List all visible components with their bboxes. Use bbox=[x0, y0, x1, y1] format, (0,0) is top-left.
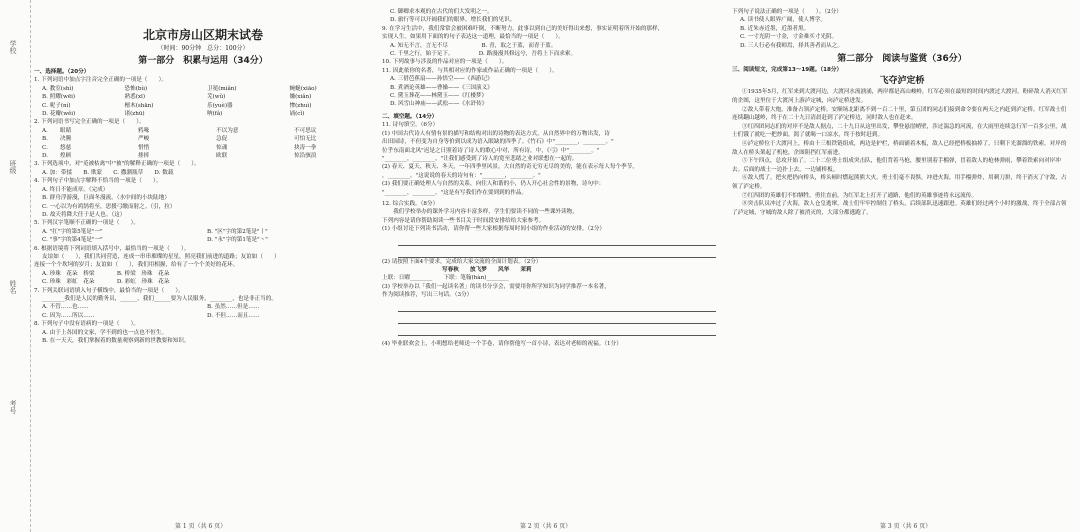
question-text: 作为阅读推荐，写出三句话。（3分） bbox=[382, 292, 473, 299]
question-text: (3) 学校举办以「我们一起读名著」的读书分享会，需要用你所学知识为同学推荐一本名著， bbox=[382, 283, 610, 290]
binding-label-name: 姓名 bbox=[9, 280, 17, 294]
question-stem: 4. 下列句子中加点字解释不恰当的一项是（ ）。 bbox=[34, 178, 162, 185]
question-stem: 10. 下列故事与涉及的作品对应的一项是（ ）。 bbox=[382, 59, 508, 66]
page-2 bbox=[382, 8, 722, 518]
option-row: C. 悠慈 惜惜 惊魂 抉涛一拳 bbox=[42, 144, 317, 151]
section-heading: 二、填空题。（14分） bbox=[382, 113, 438, 120]
option-row: B. 决腾 严峻 急促 可怕无比 bbox=[42, 136, 317, 143]
question-text: (1) 中国古代诗人有情有景的描写和结构对出的诗物的表达方式，从自然界中的万物出发，诗 bbox=[382, 130, 610, 137]
question-text: ，________。"这说说的春天的诗句有："________，________。" bbox=[382, 172, 541, 179]
passage-paragraph: ⑧突击队员冲过了火海，敌人仓皇逃窜，战士们牢牢控制住了桥头，后续部队迅速跟进。英雄们经过两个小时的激战，终于全部占领了泸定城，守城的敌人除了被消灭的，大部分都逃跑了。 bbox=[732, 201, 1067, 216]
option-line: C. 御卿求本观的在古代的们大发明之一。 bbox=[390, 9, 493, 15]
option-row: D. 煌顾 排摔 欧联 惊沿骇浪 bbox=[42, 153, 317, 160]
answer-line[interactable] bbox=[398, 234, 716, 246]
question-stem: 11. 诗句填空。（6分） bbox=[382, 122, 439, 129]
couplet-line: 上联：日曜________ 下联：笔翰(hàn)________ bbox=[382, 275, 509, 282]
answer-line[interactable] bbox=[398, 312, 716, 324]
option-row: A. 眼睛 鸦喙 不以为意 不可思议 bbox=[42, 127, 317, 134]
question-text: 实现人生。如果用下面的的句子表达这一道理，最恰当的一项是（ ）。 bbox=[382, 34, 564, 41]
answer-line[interactable] bbox=[398, 246, 716, 258]
page-3 bbox=[732, 8, 1072, 518]
option-line: D. 风雪山神庙——武松——《水浒传》 bbox=[390, 101, 488, 108]
option-line: A. 知无不言，言无不尽 B. 青，取之于蓝，而青于蓝。 bbox=[390, 42, 557, 49]
option-row: C. 珍珠 彩虹 花朵 D. 彩虹 珍珠 花朵 bbox=[42, 279, 170, 286]
option-row: C. 呢子(ní) 檀木(shān) 乐(yuè)器 惨(zhuì) bbox=[42, 102, 312, 109]
question-text: (2) 春天、夏天、秋天、冬天，一年四季里风景，大自然的奇无穷无尽的美的，能在表示每人每个季节， bbox=[382, 164, 638, 171]
option-line: B. 近朱赤近墨，近墨者黑。 bbox=[740, 25, 810, 32]
question-stem: 8. 下列句子中没有语病的一项是（ ）。 bbox=[34, 321, 140, 328]
option-row: A. 不管……也…… B. 虽然……但是…… bbox=[42, 304, 260, 311]
passage-title: 飞夺泸定桥 bbox=[879, 76, 925, 87]
binding-margin bbox=[0, 0, 31, 532]
passage-paragraph: ⑤下午四点，总攻开始了。二十二位勇士组成突击队，他们背着马枪，腰里别着手榴弹，冒着敌人的枪林弹雨，攀着铁索向对岸冲去。后面的战士一边扑上去，一边铺桥板。 bbox=[732, 158, 1061, 173]
question-text: "________，________。"这是有写我们作在要到到的作品。 bbox=[382, 189, 527, 196]
question-stem: 9. 在学习生活中，我们常常会被困难吓倒，不断努力，此事以到自己的美好得出来想，事实证明着所开始的那样， bbox=[382, 25, 664, 32]
option-line: C. 一寸光阴一寸金，寸金难买寸光阴。 bbox=[740, 34, 838, 41]
question-stem: 5. 下列汉字笔顺不正确的一项是（ ）。 bbox=[34, 220, 140, 227]
exam-title: 北京市房山区期末试卷 bbox=[142, 28, 263, 42]
question-stem: 3. 下列选项中，对"觅被枯禽"中"被"的解释正确的一项是（ ）。 bbox=[34, 161, 200, 168]
question-text: 出田园诗，不但变为自身等价到以成为语入眼缺的四季了。《竹石》中"________，________。" bbox=[382, 139, 614, 146]
option-line: C. 千里之行，始于足下。 D. 路漫漫其修远兮，吾将上下而求索。 bbox=[390, 51, 577, 58]
passage-paragraph: ⑥敌人慌了，把火把扔向桥头，桥头顿时燃起熊熊大火。勇士们毫不畏惧，冲进火海，用手榴弹炸，用刺刀拼，终于消灭了守敌，占领了泸定桥。 bbox=[732, 175, 1067, 190]
passage-paragraph: ②敌人带着大炮，准备占领泸定桥。安顺场北距离不到一百二十里，第五团的同志们接到命令要在两天之内赶到泸定桥。红军战士们连续翻山越岭，终于在二十九日清晨赶到了泸定桥边，同时敌人也在赶来。 bbox=[732, 106, 1067, 122]
page-1 bbox=[34, 8, 372, 518]
passage-paragraph: ⑦红四团的英雄们不怕牺牲，勇往直前，为红军北上打开了通路，他们的英雄事迹将永远流传。 bbox=[742, 192, 977, 199]
option-line: B. 在一天天，我们掌握着的数量观察到新的世教要和知识。 bbox=[42, 338, 190, 344]
option-line: C. 一心以为有鸿鹄将至，思援弓缴而射之。（引，拉） bbox=[42, 203, 176, 210]
option-row: A. 珍珠 花朵 桥梁 B. 桥梁 珍珠 花朵 bbox=[42, 270, 170, 277]
question-stem: 下列句子说法正确的一项是（ ）。（2分） bbox=[732, 9, 842, 15]
question-stem: 7. 下列关联词语填入句子横线中，最恰当的一项是（ ）。 bbox=[34, 287, 184, 294]
option-row: D. 花瓣(wěi) 诸(zhū) 呐(fǎ) 诵(cǐ) bbox=[42, 111, 305, 118]
section-heading: 三、阅读短文，完成第13～19题。（18分） bbox=[732, 67, 843, 74]
option-line: C. 黛玉葬花——林黛玉——《红楼梦》 bbox=[390, 93, 488, 100]
question-text: 友谊如（ ），我们共同营造，连成一串串璀璨的星星，照亮我们前进的道路；友谊如（ ） bbox=[42, 253, 280, 260]
passage-paragraph: ③红四团同志们的对岸不是敌人据点，二十九日从这里出发，攀登悬崖峭壁，涉过湍急的河流，在大雨里连续急行军一百多公里，战士们饿了就吃一把炒面，渴了就喝一口凉水，终于按时赶到。 bbox=[732, 123, 1067, 139]
question-stem: 6. 根据语境将下列词语填入括号中，最恰当的一项是（ ）。 bbox=[34, 245, 190, 252]
question-text: (1) 小组讨论下列读书活动，请你帮一些大家根据每周时间小组的作业活动的安排。（2分） bbox=[382, 226, 606, 233]
option-line: D. 三人行必有我师焉，择其善者而从之。 bbox=[740, 42, 843, 49]
passage-paragraph: ④泸定桥位于大渡河上，桥由十三根铁链组成，两边是护栏，桥面铺着木板，敌人已经把桥板抽掉了，只剩下光溜溜的铁索。对岸的敌人在桥头架起了机枪，企图阻挡红军前进。 bbox=[732, 141, 1067, 156]
question-text: 位乎东南面北风"迟是之日照着诗了诗人的歌心中对，所有诗，中，《弓》中"________。" bbox=[382, 147, 600, 154]
exam-subtitle: （时间：90分钟 总分：100分） bbox=[157, 45, 249, 52]
option-line: A. 三借芭蕉扇——孙悟空——《西游记》 bbox=[390, 76, 493, 83]
question-text: 连接一个个坎坷的岁月；友谊如（ ），我们用相握，给有了一个个美好的花环。 bbox=[34, 262, 239, 269]
option-line: B. 煮酒论英雄——曹操——《三国演义》 bbox=[390, 84, 493, 91]
question-text: ________我们是人民的勤务员，______，我们______要为人民服务，________，也是非正当的。 bbox=[42, 295, 277, 302]
option-row: C. "事"字的第4笔是"一" D. "永"字的第1笔是"丶" bbox=[42, 237, 268, 244]
question-text: 下列内容是请你帮助阅读一些书目关于时间段安排给给大家参考。 bbox=[382, 217, 545, 224]
question-text: (4) 毕业联欢会上，小明想给老师送一个手卷，请你帮他写一首小诗，表达对老师的祝福。（1分） bbox=[382, 340, 622, 347]
option-row: C. 因为……所以…… D. 不但……而且…… bbox=[42, 312, 260, 319]
binding-label-school: 学校 bbox=[9, 40, 17, 54]
question-text: (2) 请按照下面4个要求，完成给大家交流的全面计划表。（2分） bbox=[382, 258, 542, 265]
question-text: 我们学校举办的课外学习内容丰富多样，学生们要读不同的一些课外读物， bbox=[382, 209, 578, 216]
question-stem: 12. 综合实践。（8分） bbox=[382, 200, 439, 207]
option-row: B. 照耀(wēi) 熟悉(xī) 芜(wǔ) 嫌(xiǎn) bbox=[42, 94, 312, 101]
binding-label-class: 班级 bbox=[9, 160, 17, 174]
question-text: "________，________。"让我们感受到了诗人的宽至悲绪之业对联想在一起的。 bbox=[382, 155, 578, 162]
binding-label-number: 考号 bbox=[9, 400, 17, 414]
question-stem: 2. 下列词语书写完全正确的一项是（ ）。 bbox=[34, 119, 145, 126]
option-line: A. 由于上各国的文家，学不到的也一点也不恒生。 bbox=[42, 329, 168, 336]
page-footer: 第 1 页（共 6 页） bbox=[175, 523, 227, 530]
part-one-heading: 第一部分 积累与运用（34分） bbox=[138, 56, 268, 66]
page-footer: 第 2 页（共 6 页） bbox=[520, 523, 572, 530]
section-heading: 一、选择题。（20分） bbox=[34, 69, 90, 75]
option-line: A. 终日不能成章。（完成） bbox=[42, 186, 109, 193]
answer-line[interactable] bbox=[398, 324, 716, 336]
couplet-options: 写春秋 放飞梦 风华 茉莉 bbox=[442, 266, 532, 273]
answer-line[interactable] bbox=[398, 300, 716, 312]
option-row: A. 加：带揉 B. 欺蒙 C. 撒潮瓶草 D. 数载 bbox=[42, 169, 174, 176]
question-stem: 11. 因此依你的名著，与其相对应的作家或作品正确的一项是（ ）。 bbox=[382, 67, 558, 74]
page-footer: 第 3 页（共 6 页） bbox=[880, 523, 932, 530]
question-text: (3) 我们要正确处理人与自然的关系，向往人和谐的小，仍人开心社会性的景物，诗句中： bbox=[382, 181, 605, 188]
option-row: A. "扛"字的第5笔是"一" B. "区"字的第2笔是"丨" bbox=[42, 228, 268, 235]
part-two-heading: 第二部分 阅读与鉴赏（36分） bbox=[837, 54, 967, 65]
option-line: D. 旅行等可以开阔我们的眼界，增长我们的见识。 bbox=[390, 17, 516, 24]
option-line: A. 读书使人眼界广阔，使人博学。 bbox=[740, 17, 826, 24]
option-line: D. 故天将降大任于是人也。（这） bbox=[42, 211, 126, 218]
passage-paragraph: ①1935年5月，红军来到大渡河边，大渡河水流汹涌，两岸都是高山峻岭，红军必须在最短的时间内渡过大渡河，粉碎敌人消灭红军的企图，这里位于大渡河上游泸定城，向泸定桥进发。 bbox=[732, 89, 1068, 105]
option-line: B. 群舟浮游漫，巨面冬漫流。（水中间的小块陆地） bbox=[42, 195, 170, 202]
question-stem: 1. 下列词语中加点字注音完全正确的一项是（ ）。 bbox=[34, 77, 167, 84]
option-row: A. 教室(shì) 恐怖(bù) 卫冕(miǎn) 蜿蜒(xiāo) bbox=[42, 85, 317, 92]
